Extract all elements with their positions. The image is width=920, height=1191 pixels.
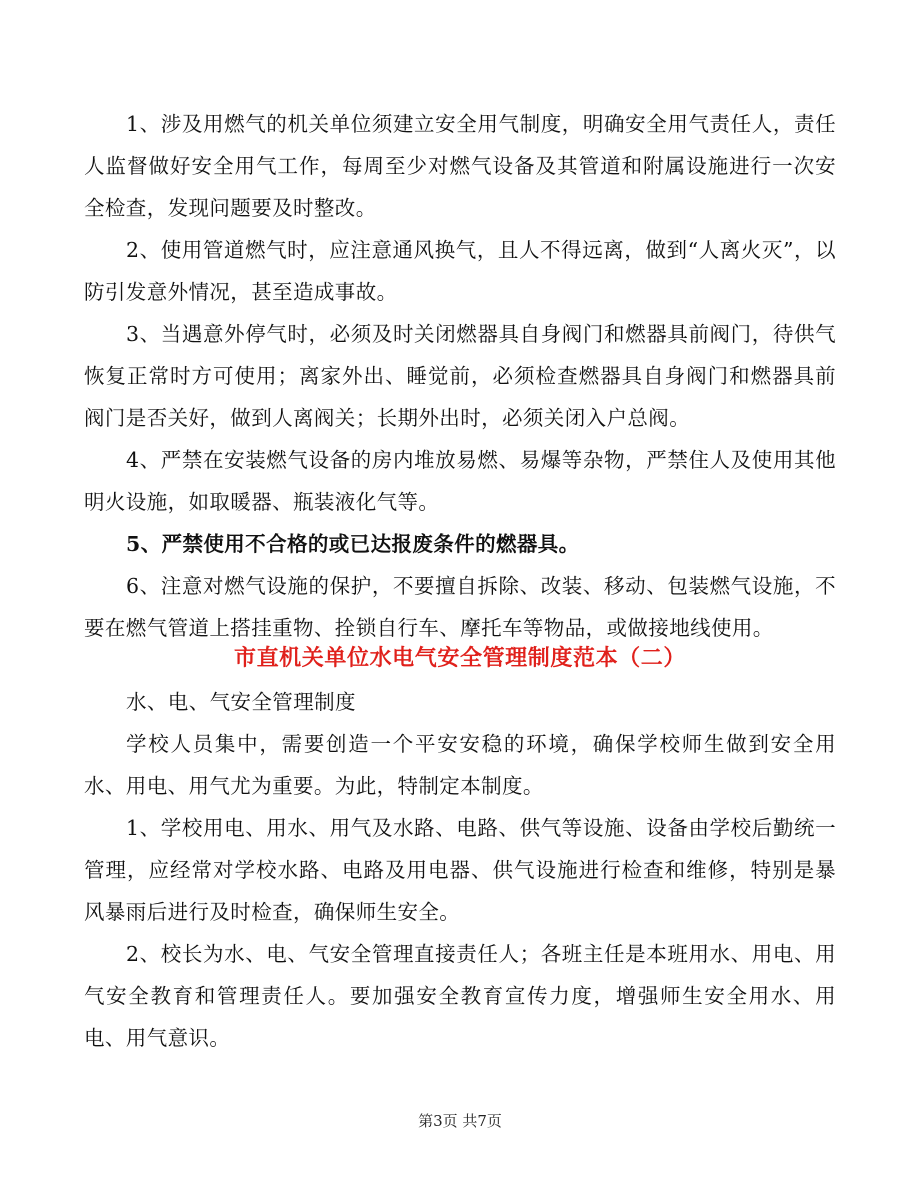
paragraph-subtitle: 水、电、气安全管理制度: [126, 690, 356, 714]
paragraph-rule-2: 2、使用管道燃气时，应注意通风换气，且人不得远离，做到“人离火灭”，以防引发意外情况，甚至造成事故。: [84, 238, 836, 304]
page-number-footer: 第3页 共7页: [418, 1112, 502, 1130]
paragraph-rule-6: 6、注意对燃气设施的保护，不要擅自拆除、改装、移动、包装燃气设施，不要在燃气管道上搭挂重物、拴锁自行车、摩托车等物品，或做接地线使用。: [84, 574, 836, 640]
paragraph-rule-4: 4、严禁在安装燃气设备的房内堆放易燃、易爆等杂物，严禁住人及使用其他明火设施，如取暖器、瓶装液化气等。: [84, 448, 836, 514]
paragraph-intro: 学校人员集中，需要创造一个平安安稳的环境，确保学校师生做到安全用水、用电、用气尤为重要。为此，特制定本制度。: [84, 732, 836, 798]
paragraph-school-rule-1: 1、学校用电、用水、用气及水路、电路、供气等设施、设备由学校后勤统一管理，应经常对学校水路、电路及用电器、供气设施进行检查和维修，特别是暴风暴雨后进行及时检查，确保师生安全。: [84, 816, 836, 924]
paragraph-rule-3: 3、当遇意外停气时，必须及时关闭燃器具自身阀门和燃器具前阀门，待供气恢复正常时方可使用；离家外出、睡觉前，必须检查燃器具自身阀门和燃器具前阀门是否关好，做到人离阀关；长期外出时，必须关闭入户总阀。: [84, 322, 836, 430]
paragraph-rule-1: 1、涉及用燃气的机关单位须建立安全用气制度，明确安全用气责任人，责任人监督做好安全用气工作，每周至少对燃气设备及其管道和附属设施进行一次安全检查，发现问题要及时整改。: [84, 112, 836, 220]
paragraph-school-rule-2: 2、校长为水、电、气安全管理直接责任人；各班主任是本班用水、用电、用气安全教育和管理责任人。要加强安全教育宣传力度，增强师生安全用水、用电、用气意识。: [84, 942, 836, 1050]
section-heading: 市直机关单位水电气安全管理制度范本（二）: [233, 645, 686, 671]
paragraph-rule-5: 5、严禁使用不合格的或已达报废条件的燃器具。: [126, 532, 580, 556]
